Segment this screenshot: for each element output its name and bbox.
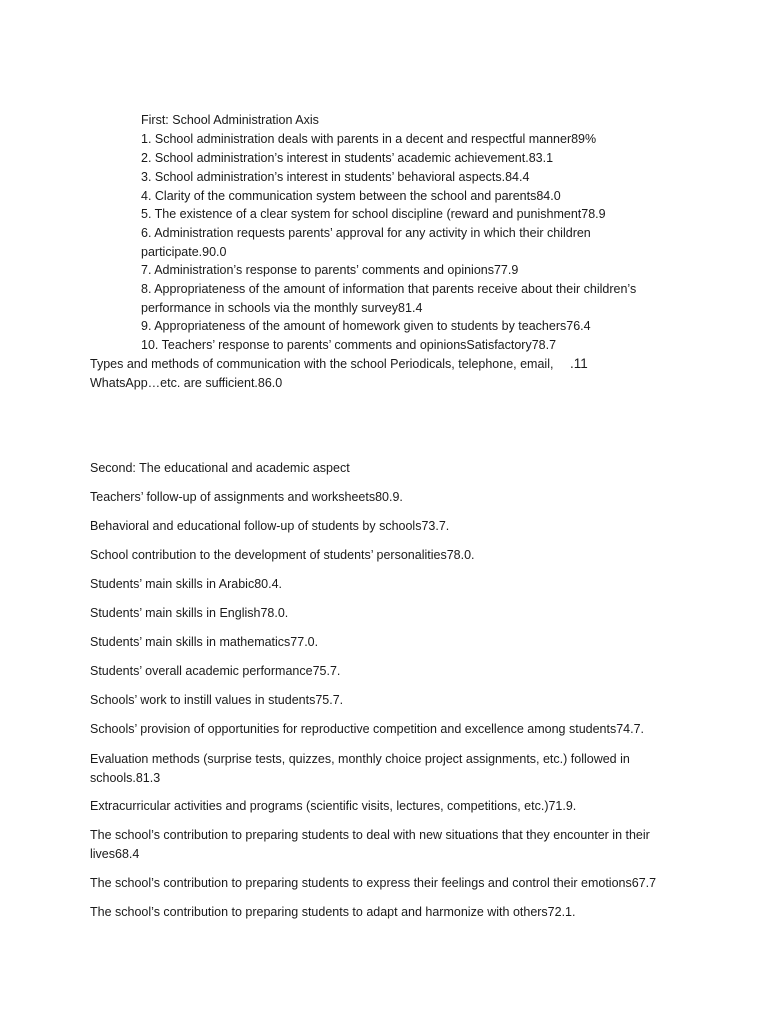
section1-item-4: 4. Clarity of the communication system between the school and parents84.0 [141,189,561,203]
section1-item-7: 7. Administration’s response to parents’ comments and opinions77.9 [141,263,519,277]
section1-item-5: 5. The existence of a clear system for school discipline (reward and punishment78.9 [141,207,606,221]
section1-item-8: 8. Appropriateness of the amount of information that parents receive about their children’s performance in schools via the monthly survey81.4 [141,282,637,315]
section2-item: Behavioral and educational follow-up of students by schools73.7. [90,519,450,533]
section2-item: Evaluation methods (surprise tests, quizzes, monthly choice project assignments, etc.) followed in schools.81.3 [90,752,630,785]
section1-item-11-number: .11 [570,356,588,371]
section2-item: Students’ main skills in English78.0. [90,606,289,620]
section2-item: Teachers’ follow-up of assignments and worksheets80.9. [90,490,403,504]
section1-item-2: 2. School administration’s interest in students’ academic achievement.83.1 [141,151,554,165]
section2-heading: Second: The educational and academic aspect [90,461,350,475]
section1-item-3: 3. School administration’s interest in students’ behavioral aspects.84.4 [141,170,530,184]
section2-item: The school’s contribution to preparing students to deal with new situations that they encounter in their lives68.4 [90,828,650,861]
section2-item: Schools’ work to instill values in students75.7. [90,693,344,707]
section1-item-11: Types and methods of communication with the school Periodicals, telephone, email, WhatsApp…etc. are sufficient.86.0 [90,357,554,390]
section2-item: The school’s contribution to preparing students to express their feelings and control their emotions67.7 [90,876,657,890]
section2-item: Extracurricular activities and programs (scientific visits, lectures, competitions, etc.)71.9. [90,799,577,813]
section2-item: Students’ main skills in mathematics77.0. [90,635,319,649]
section2-item: Schools’ provision of opportunities for reproductive competition and excellence among students74.7. [90,722,645,736]
section1-item-1: 1. School administration deals with parents in a decent and respectful manner89% [141,132,597,146]
section2-item: The school’s contribution to preparing students to adapt and harmonize with others72.1. [90,905,576,919]
section1-item-6: 6. Administration requests parents’ approval for any activity in which their children participate.90.0 [141,226,591,259]
section1-item-10: 10. Teachers’ response to parents’ comments and opinionsSatisfactory78.7 [141,338,557,352]
section2-item: School contribution to the development of students’ personalities78.0. [90,548,475,562]
section2-item: Students’ main skills in Arabic80.4. [90,577,282,591]
section1-heading: First: School Administration Axis [141,113,319,127]
section1-item-9: 9. Appropriateness of the amount of homework given to students by teachers76.4 [141,319,591,333]
section2-item: Students’ overall academic performance75.7. [90,664,341,678]
